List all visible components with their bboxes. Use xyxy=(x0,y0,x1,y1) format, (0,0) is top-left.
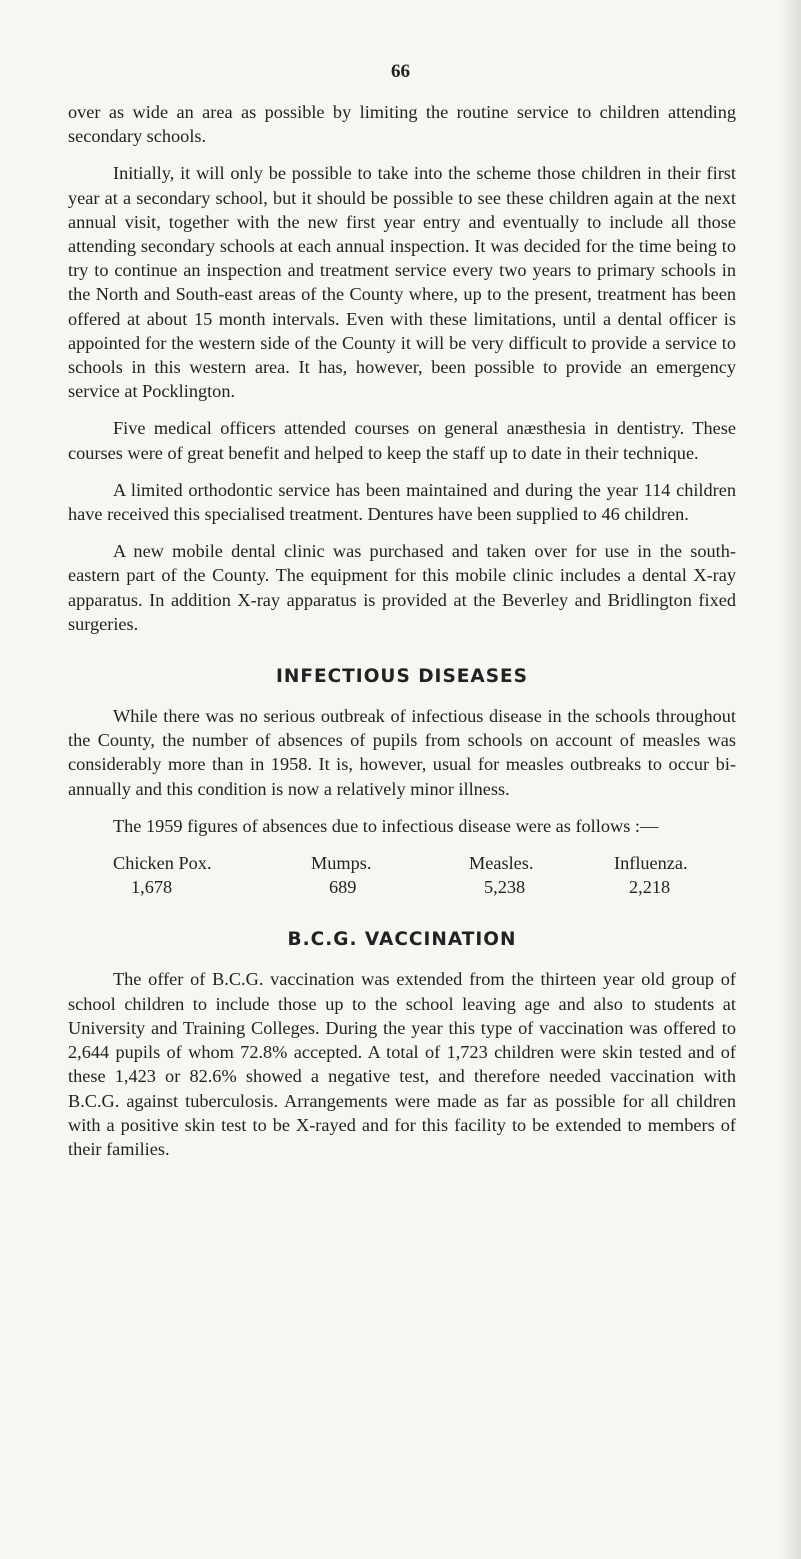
header-measles: Measles. xyxy=(469,853,534,874)
value-mumps: 689 xyxy=(329,877,357,898)
absences-table xyxy=(68,851,698,899)
intro-paragraph-2: Initially, it will only be possible to take into the scheme those children in their first year at a secondary school, but it should be possible to see these children again at the next annual visit, together with the new first year entry and eventually to include all those attending secondary schools at each annual inspection. It was decided for the time being to try to continue an inspection and treatment service every two years to primary schools in the North and South-east areas of the County where, up to the present, treatment has been offered at about 15 month intervals. Even with these limitations, until a dental officer is appointed for the western side of the County it will be very difficult to provide a service to schools in this western area. It has, however, been possible to provide an emergency service at Pocklington. xyxy=(68,163,736,402)
intro-paragraph-1: over as wide an area as possible by limiting the routine service to children attending secondary schools. xyxy=(68,102,736,147)
page-edge-shadow xyxy=(779,0,801,1559)
infectious-paragraph-1: While there was no serious outbreak of infectious disease in the schools throughout the County, the number of absences of pupils from schools on account of measles was considerably more than in 1958. It is, however, usual for measles outbreaks to occur bi-annually and this condition is now a relatively minor illness. xyxy=(68,706,736,799)
value-chicken-pox: 1,678 xyxy=(131,877,173,898)
value-measles: 5,238 xyxy=(484,877,526,898)
bcg-vaccination-heading: B.C.G. VACCINATION xyxy=(287,929,517,951)
intro-paragraph-4: A limited orthodontic service has been maintained and during the year 114 children have received this specialised treatment. Dentures have been supplied to 46 children. xyxy=(68,479,736,525)
page-number: 66 xyxy=(391,61,410,82)
absences-table-header-row xyxy=(68,851,698,875)
value-influenza: 2,218 xyxy=(629,877,671,898)
bcg-paragraph: The offer of B.C.G. vaccination was extended from the thirteen year old group of school children to include those up to the school leaving age and also to students at University and Training Colleges. During the year this type of vaccination was offered to 2,644 pupils of whom 72.8% accepted. A total of 1,723 children were skin tested and of these 1,423 or 82.6% showed a negative test, and therefore needed vaccination with B.C.G. against tuberculosis. Arrangements were made as far as possible for all children with a positive skin test to be X-rayed and for this facility to be extended to members of their families. xyxy=(68,969,736,1159)
header-influenza: Influenza. xyxy=(614,853,688,874)
infectious-paragraph-2: The 1959 figures of absences due to infectious disease were as follows :— xyxy=(113,815,659,836)
absences-table-values-row xyxy=(68,875,698,899)
infectious-diseases-heading: INFECTIOUS DISEASES xyxy=(275,666,529,688)
page-body xyxy=(68,100,736,1174)
intro-paragraph-5: A new mobile dental clinic was purchased and taken over for use in the south-eastern part of the County. The equipment for this mobile clinic includes a dental X-ray apparatus. In addition X-ray apparatus is provided at the Beverley and Bridlington fixed surgeries. xyxy=(68,541,736,634)
header-chicken-pox: Chicken Pox. xyxy=(113,853,212,874)
intro-paragraph-3: Five medical officers attended courses on general anæsthesia in dentistry. These courses were of great benefit and helped to keep the staff up to date in their technique. xyxy=(68,418,736,463)
header-mumps: Mumps. xyxy=(311,853,372,874)
